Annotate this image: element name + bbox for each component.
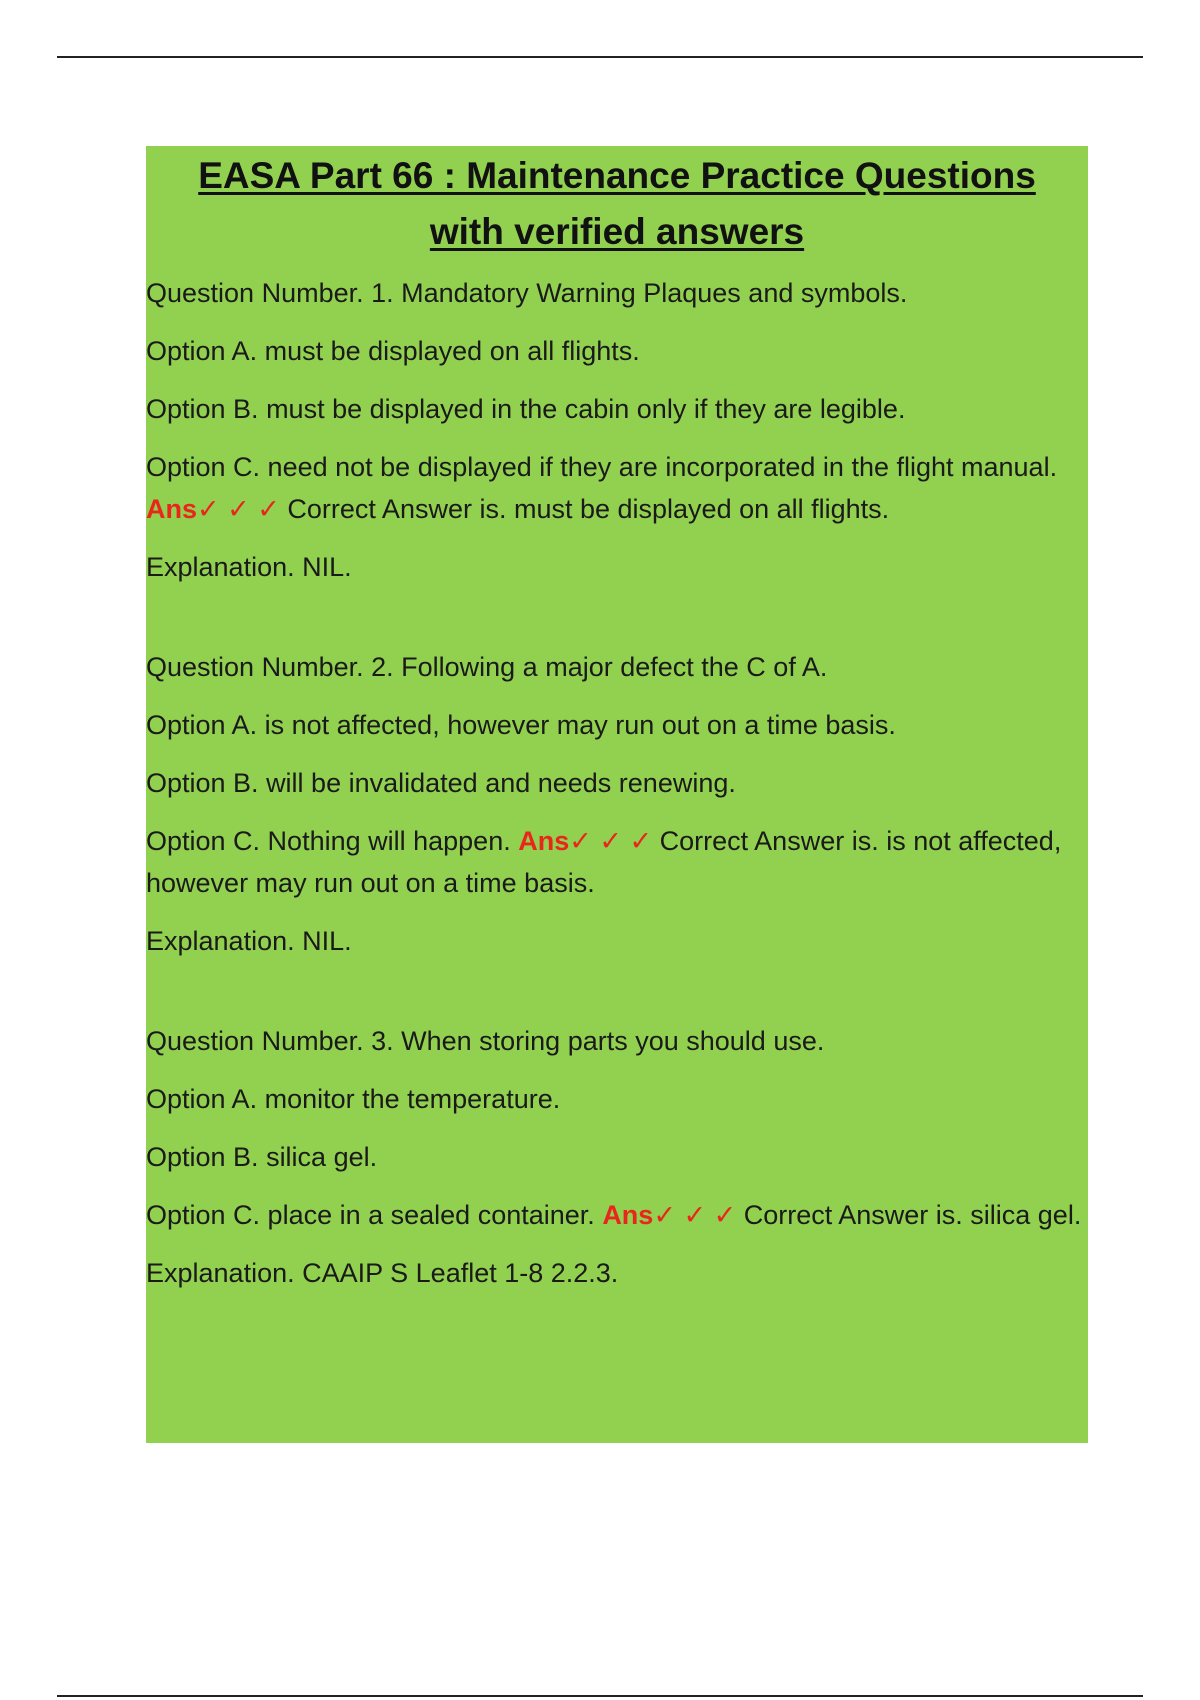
document-title-line-2: with verified answers (429, 211, 805, 252)
option-a: Option A. monitor the temperature. (146, 1084, 561, 1114)
correct-answer: Correct Answer is. is not affected, however may run out on a time basis. (146, 826, 1062, 898)
checkmarks-icon: ✓ ✓ ✓ (197, 494, 280, 524)
document-title-line-1: EASA Part 66 : Maintenance Practice Questions (198, 155, 1036, 196)
question-text: Question Number. 3. When storing parts you should use. (146, 1026, 825, 1056)
option-b: Option B. must be displayed in the cabin only if they are legible. (146, 394, 906, 424)
answer-label: Ans (602, 1200, 654, 1230)
option-c-with-answer (146, 820, 1088, 904)
question-block-3 (146, 1020, 1088, 1294)
question-text: Question Number. 2. Following a major defect the C of A. (146, 652, 828, 682)
checkmarks-icon: ✓ ✓ ✓ (653, 1200, 737, 1230)
option-b: Option B. will be invalidated and needs renewing. (146, 768, 736, 798)
top-rule (57, 56, 1143, 58)
question-list (146, 272, 1088, 1294)
checkmarks-icon: ✓ ✓ ✓ (569, 826, 653, 856)
answer-label: Ans (518, 826, 570, 856)
option-a: Option A. is not affected, however may run out on a time basis. (146, 710, 896, 740)
correct-answer: Correct Answer is. must be displayed on all flights. (287, 494, 890, 524)
bottom-rule (57, 1695, 1143, 1697)
option-c: Option C. place in a sealed container. (146, 1200, 595, 1230)
option-c: Option C. Nothing will happen. (146, 826, 511, 856)
option-c: Option C. need not be displayed if they are incorporated in the flight manual. (146, 452, 1058, 482)
option-c-with-answer (146, 1194, 1088, 1236)
correct-answer: Correct Answer is. silica gel. (743, 1200, 1082, 1230)
content-panel (146, 146, 1088, 1443)
explanation: Explanation. NIL. (146, 926, 352, 956)
option-c-with-answer (146, 446, 1088, 530)
document-title (146, 148, 1088, 260)
answer-label: Ans (146, 494, 198, 524)
question-text: Question Number. 1. Mandatory Warning Plaques and symbols. (146, 278, 908, 308)
question-block-2 (146, 646, 1088, 962)
question-block-1 (146, 272, 1088, 588)
explanation: Explanation. NIL. (146, 552, 352, 582)
explanation: Explanation. CAAIP S Leaflet 1-8 2.2.3. (146, 1258, 619, 1288)
option-b: Option B. silica gel. (146, 1142, 378, 1172)
option-a: Option A. must be displayed on all flights. (146, 336, 640, 366)
